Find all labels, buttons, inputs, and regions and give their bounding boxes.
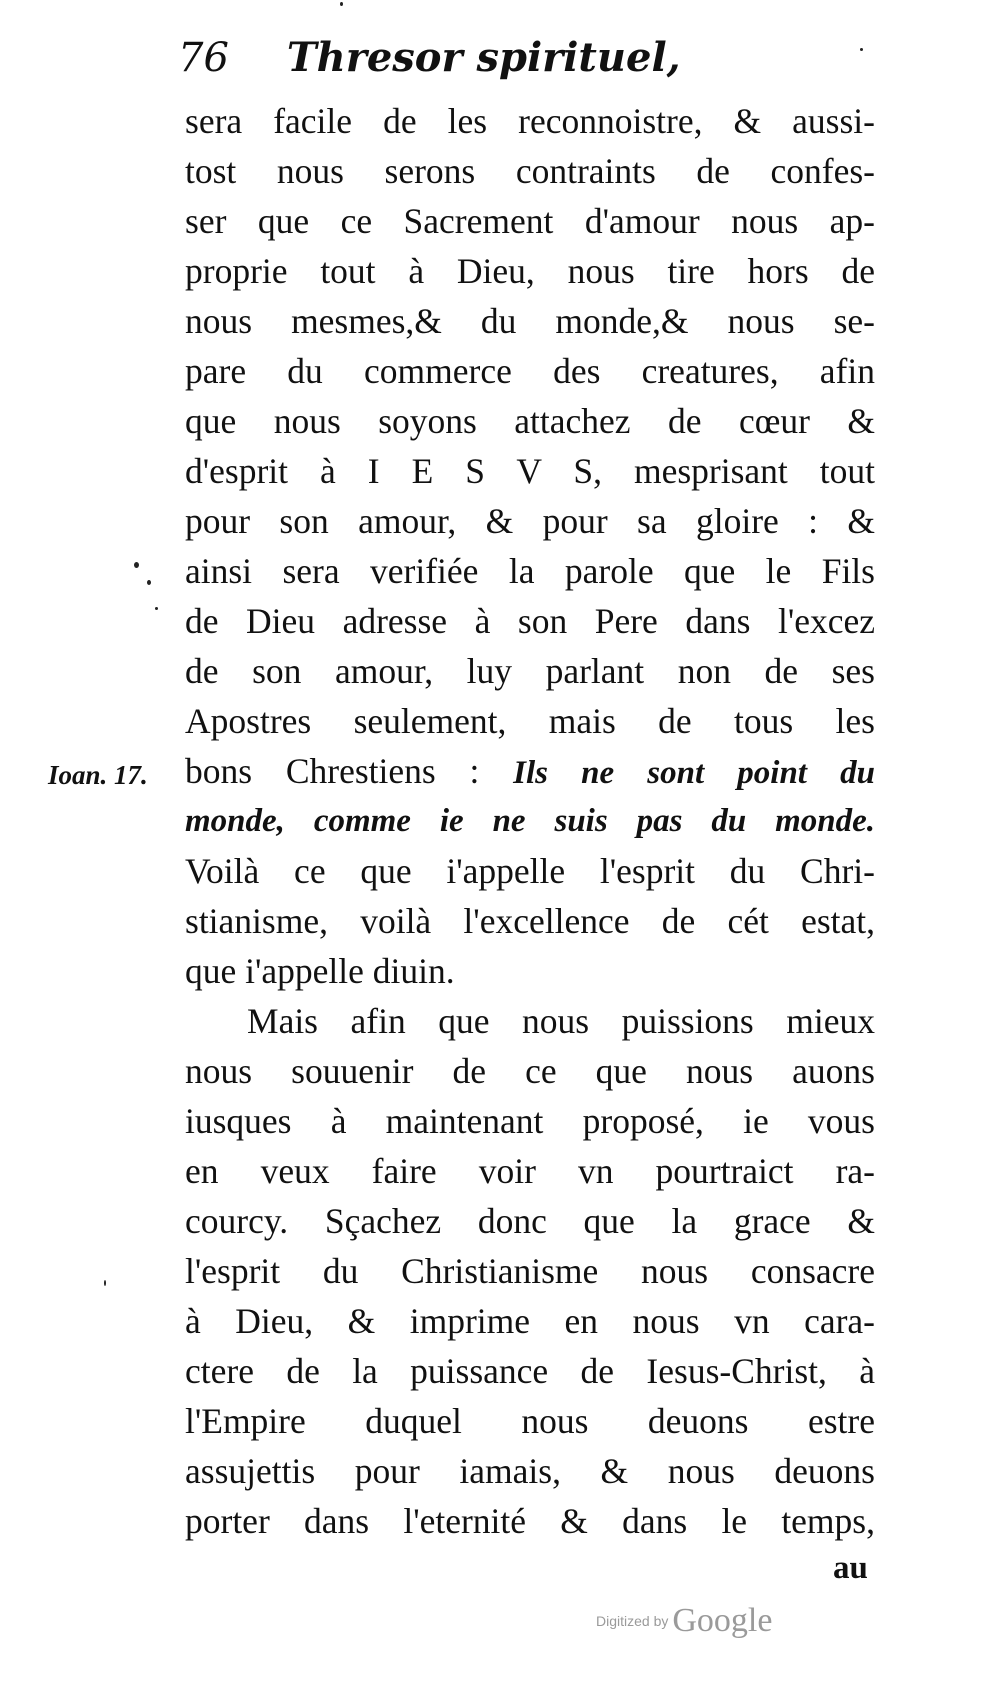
text-line: d'esprit à I E S V S, mesprisant tout: [185, 451, 875, 491]
ink-speck: [134, 562, 139, 568]
text-line: proprie tout à Dieu, nous tire hors de: [185, 251, 875, 291]
text-line: pare du commerce des creatures, afin: [185, 351, 875, 391]
watermark-prefix: Digitized by: [596, 1613, 669, 1629]
text-line: Apostres seulement, mais de tous les: [185, 701, 875, 741]
ink-speck: [860, 48, 863, 51]
text-line: l'Empire duquel nous deuons estre: [185, 1401, 875, 1441]
text-line: de Dieu adresse à son Pere dans l'excez: [185, 601, 875, 641]
ink-speck: [155, 607, 158, 610]
text-line: nous souuenir de ce que nous auons: [185, 1051, 875, 1091]
text-line: sera facile de les reconnoistre, & aussi-: [185, 101, 875, 141]
text-line-quote: monde, comme ie ne suis pas du monde.: [185, 803, 875, 839]
text-line-quote-start: [185, 746, 875, 796]
text-line: ser que ce Sacrement d'amour nous ap-: [185, 201, 875, 241]
text-line: pour son amour, & pour sa gloire : &: [185, 501, 875, 541]
text-line: iusques à maintenant proposé, ie vous: [185, 1101, 875, 1141]
running-title: Thresor spirituel,: [286, 34, 681, 81]
text-line: stianisme, voilà l'excellence de cét estat,: [185, 901, 875, 941]
digitized-watermark: [596, 1602, 772, 1640]
text-line: ctere de la puissance de Iesus-Christ, à: [185, 1351, 875, 1391]
text-line: que nous soyons attachez de cœur &: [185, 401, 875, 441]
text-line-paragraph-start: Mais afin que nous puissions mieux: [247, 1001, 875, 1041]
quote-lead-in: bons Chrestiens :: [185, 751, 514, 791]
text-line: assujettis pour iamais, & nous deuons: [185, 1451, 875, 1491]
ink-speck: [147, 580, 151, 585]
catchword: au: [833, 1550, 868, 1586]
text-line: nous mesmes,& du monde,& nous se-: [185, 301, 875, 341]
ink-speck: [104, 1280, 106, 1286]
text-line: Voilà ce que i'appelle l'esprit du Chri-: [185, 851, 875, 891]
margin-note-reference: Ioan. 17.: [48, 760, 148, 790]
text-line: ainsi sera verifiée la parole que le Fils: [185, 551, 875, 591]
watermark-brand: Google: [672, 1602, 773, 1639]
text-line: à Dieu, & imprime en nous vn cara-: [185, 1301, 875, 1341]
text-line: de son amour, luy parlant non de ses: [185, 651, 875, 691]
body-text: [185, 96, 875, 1546]
text-line: l'esprit du Christianisme nous consacre: [185, 1251, 875, 1291]
text-line: courcy. Sçachez donc que la grace &: [185, 1201, 875, 1241]
text-line: en veux faire voir vn pourtraict ra-: [185, 1151, 875, 1191]
scripture-quote: Ils ne sont point du: [513, 755, 875, 791]
text-line: tost nous serons contraints de confes-: [185, 151, 875, 191]
page-number: 76: [178, 35, 229, 81]
ink-speck: [340, 2, 343, 6]
text-line-paragraph-end: que i'appelle diuin.: [185, 951, 455, 991]
text-line: porter dans l'eternité & dans le temps,: [185, 1501, 875, 1541]
running-header: [178, 28, 738, 88]
